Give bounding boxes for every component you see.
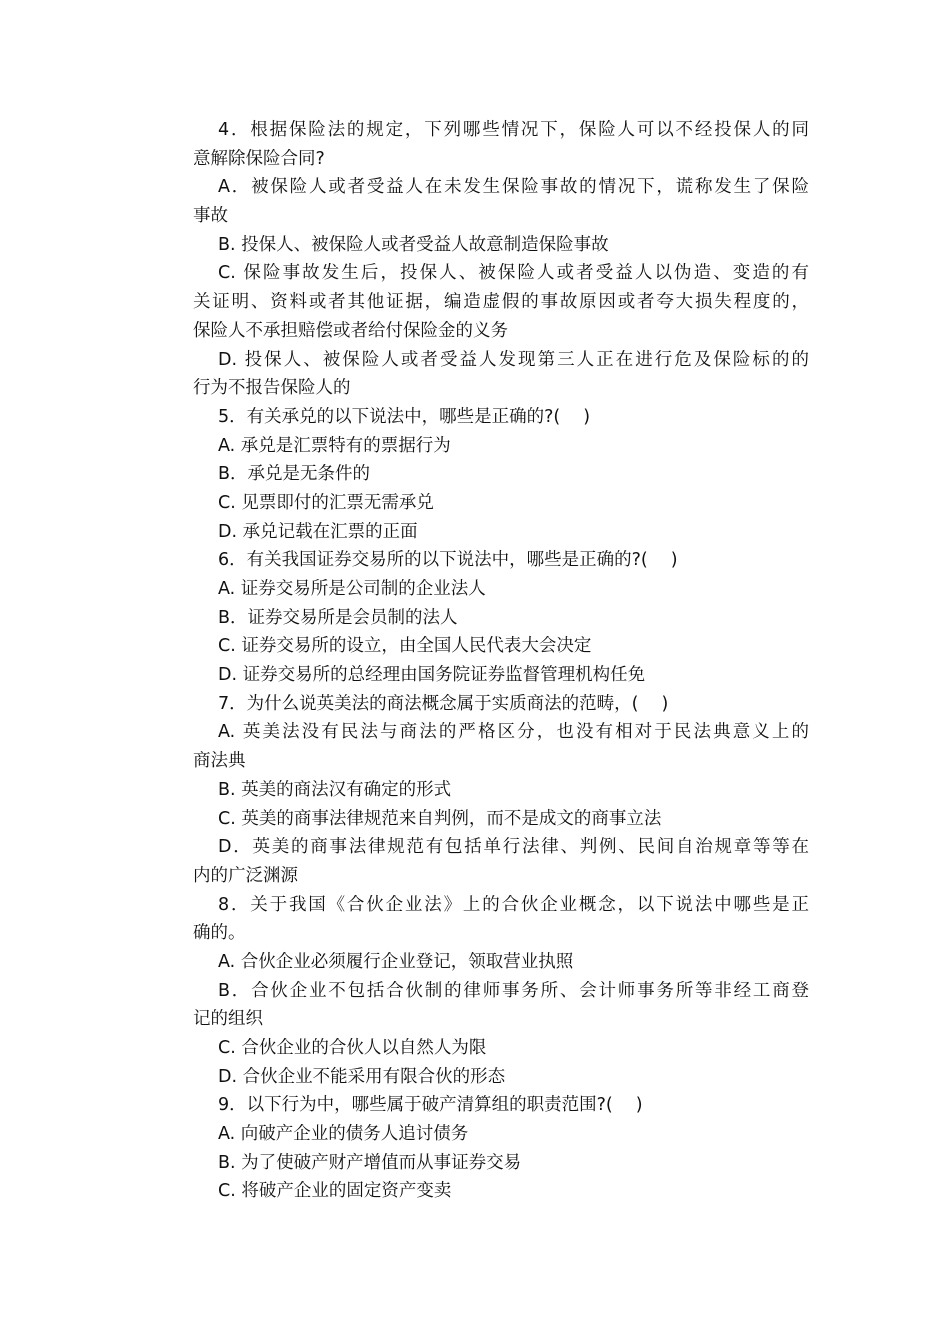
question-6-option-d: D. 证券交易所的总经理由国务院证券监督管理机构任免 [218, 665, 646, 686]
question-7-option-a [193, 718, 809, 775]
option-line: 记的组织 [193, 1009, 263, 1030]
question-7 [193, 690, 809, 891]
question-8 [193, 891, 809, 1092]
question-7-option-c: C. 英美的商事法律规范来自判例，而不是成文的商事立法 [218, 808, 662, 829]
question-8-stem-line-2: 确的。 [193, 923, 246, 944]
question-5-option-c: C. 见票即付的汇票无需承兑 [218, 492, 434, 513]
option-line: 关证明、资料或者其他证据，编造虚假的事故原因或者夸大损失程度的， [193, 292, 809, 313]
option-line: C. 保险事故发生后，投保人、被保险人或者受益人以伪造、变造的有 [218, 263, 809, 284]
question-9 [193, 1091, 809, 1206]
option-line: A. 英美法没有民法与商法的严格区分，也没有相对于民法典意义上的 [218, 722, 809, 743]
question-8-option-d: D. 合伙企业不能采用有限合伙的形态 [218, 1066, 506, 1087]
question-9-option-c: C. 将破产企业的固定资产变卖 [218, 1181, 452, 1202]
question-5-stem: 5．有关承兑的以下说法中，哪些是正确的?( ) [218, 406, 591, 427]
option-line: D．英美的商事法律规范有包括单行法律、判例、民间自治规章等等在 [218, 837, 809, 858]
question-4-stem-line-2: 意解除保险合同? [193, 148, 325, 169]
option-line: 事故 [193, 206, 228, 227]
question-4-option-b [193, 231, 809, 260]
question-9-stem: 9．以下行为中，哪些属于破产清算组的职责范围?( ) [218, 1095, 643, 1116]
question-7-option-b: B. 英美的商法汉有确定的形式 [218, 779, 452, 800]
option-line: 行为不报告保险人的 [193, 378, 351, 399]
question-9-option-a: A. 向破产企业的债务人追讨债务 [218, 1124, 469, 1145]
question-4 [193, 116, 809, 403]
option-line: A．被保险人或者受益人在未发生保险事故的情况下，谎称发生了保险 [218, 177, 809, 198]
option-line: 内的广泛渊源 [193, 865, 298, 886]
question-6-option-c: C. 证券交易所的设立，由全国人民代表大会决定 [218, 636, 592, 657]
question-6-option-a: A. 证券交易所是公司制的企业法人 [218, 579, 486, 599]
question-4-option-a [193, 173, 809, 230]
question-7-option-d [193, 833, 809, 890]
question-6-stem: 6．有关我国证券交易所的以下说法中，哪些是正确的?( ) [218, 550, 678, 571]
question-5-option-d: D. 承兑记载在汇票的正面 [218, 521, 418, 542]
question-8-option-c: C. 合伙企业的合伙人以自然人为限 [218, 1038, 487, 1058]
question-4-option-d [193, 346, 809, 403]
question-6 [193, 546, 809, 689]
option-line: D. 投保人、被保险人或者受益人发现第三人正在进行危及保险标的的 [218, 349, 809, 370]
question-5-option-a: A. 承兑是汇票特有的票据行为 [218, 435, 451, 456]
question-8-option-b [193, 977, 809, 1034]
question-6-option-b: B．证券交易所是会员制的法人 [218, 607, 458, 628]
question-8-option-a: A. 合伙企业必须履行企业登记，领取营业执照 [218, 951, 574, 972]
question-7-stem: 7．为什么说英美法的商法概念属于实质商法的范畴，( ) [218, 693, 669, 714]
option-line: B．合伙企业不包括合伙制的律师事务所、会计师事务所等非经工商登 [218, 980, 809, 1001]
document-body [193, 116, 809, 1206]
question-4-stem-line-1: 4．根据保险法的规定，下列哪些情况下，保险人可以不经投保人的同 [218, 120, 809, 140]
question-5-option-b: B．承兑是无条件的 [218, 464, 371, 485]
question-9-option-b: B. 为了使破产财产增值而从事证券交易 [218, 1152, 522, 1173]
option-line: B. 投保人、被保险人或者受益人故意制造保险事故 [218, 234, 609, 255]
option-line: 保险人不承担赔偿或者给付保险金的义务 [193, 320, 508, 341]
question-8-stem-line-1: 8．关于我国《合伙企业法》上的合伙企业概念，以下说法中哪些是正 [218, 894, 809, 915]
option-line: 商法典 [193, 751, 246, 772]
question-5 [193, 403, 809, 546]
question-4-option-c [193, 259, 809, 345]
